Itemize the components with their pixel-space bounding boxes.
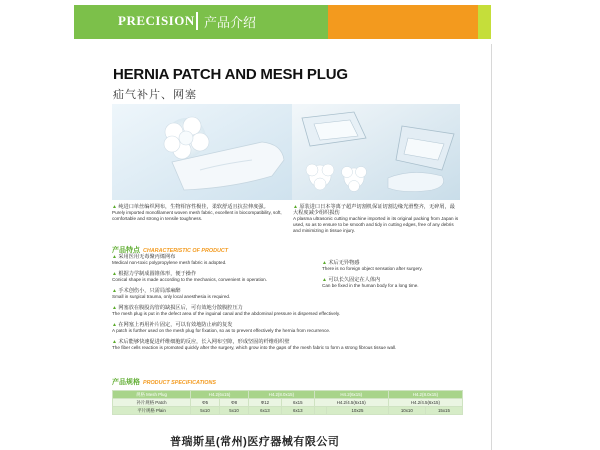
feature-cn: 术后能够快速促进纤维细胞的反应，长入网布空隙，形成坚固的纤维组织壁 [118,339,290,345]
feature-en: Can be fixed in the human body for a long time. [322,283,419,288]
spec-cell: H4.2/4.5(6x15) [314,399,388,407]
feature-en: There is no foreign object sensation after surgery. [322,266,423,271]
feature-item [112,271,267,283]
product-photo-plug-patch [112,104,292,200]
features-heading-en: CHARACTERISTIC OF PRODUCT [143,248,229,254]
feature-cn: 采用医用无毒聚丙烯网布 [118,254,176,260]
caption-cn: 纯进口单丝编织网布，生物相容性极佳，柔软舒适且抗拉伸度强。 [118,204,269,210]
product-photo-packaging [292,104,460,200]
spec-table-row [113,399,463,407]
spec-row-label: 补片规格 Patch [113,399,191,407]
section-title: 产品介绍 [204,15,257,30]
feature-cn: 手术创伤小，只需局部麻醉 [118,288,181,294]
spec-cell: 6x13 [249,407,282,415]
bullet-triangle-icon: ▲ [112,254,119,260]
spec-cell [314,407,326,415]
spec-header-cell: H4.2(8.0x15) [388,391,462,399]
header-orange-band [328,5,478,39]
specs-heading [112,377,216,387]
spec-header-cell: H4.2(6x15) [314,391,388,399]
spec-cell: 10x25 [327,407,389,415]
feature-item [322,260,423,272]
spec-cell: H4.2/4.5(6x15) [388,399,462,407]
spec-cell: 6x15 [281,399,314,407]
product-title-cn: 疝气补片、网塞 [113,89,197,101]
bullet-triangle-icon: ▲ [293,204,300,210]
feature-en: Conical shape is made according to the mechanics, convenient in operation. [112,277,268,282]
page-margin-line [491,44,492,450]
bullet-triangle-icon: ▲ [112,288,119,294]
feature-item [112,339,396,351]
spec-cell: 5x10 [220,407,249,415]
spec-cell: 10x10 [388,407,425,415]
feature-item [112,288,230,300]
spec-cell: Φ5 [191,399,220,407]
bullet-triangle-icon: ▲ [322,260,329,266]
spec-cell: 6x13 [281,407,314,415]
feature-en: The fiber cells reaction is promoted quickly after the surgery, which grow into the gaps of the mesh fabric to form a strong fibrous tissue wall. [112,345,397,350]
feature-item [112,254,226,266]
spec-row-label: 平片规格 Plain [113,407,191,415]
feature-cn: 可以长久固定在人体内 [328,277,381,283]
spec-header-cell: H4.2(8.0x15) [249,391,315,399]
brand-title: PRECISION [118,13,195,28]
header-lime-band [478,5,491,39]
company-name: 普瑞斯星(常州)医疗器械有限公司 [170,436,340,448]
feature-item [322,277,419,289]
bullet-triangle-icon: ▲ [112,305,119,311]
caption-en: Purely imported monofilament woven mesh fabric, excellent in biocompatibility, soft, comfortable and strong in tensile toughness. [112,210,282,221]
feature-en: A patch is further used on the mesh plug for fixation, so as to prevent effectively the hernia from recurrence. [112,328,331,333]
feature-item [112,322,330,334]
bullet-triangle-icon: ▲ [112,204,119,210]
product-title-en: HERNIA PATCH AND MESH PLUG [113,66,348,83]
feature-cn: 根据力学制成圆锥体形，便于操作 [118,271,197,277]
feature-item [112,305,340,317]
spec-table-header [113,391,463,399]
feature-en: The mesh plug is put in the defect area of the inguinal canal and the abdominal pressure is dispersed effectively. [112,311,341,316]
feature-en: Small in surgical trauma, only local anesthesia is required. [112,294,231,299]
bullet-triangle-icon: ▲ [112,271,119,277]
spec-table-row [113,407,463,415]
header-green-band [74,5,328,39]
spec-header-cell: H4.2(6x15) [191,391,249,399]
feature-cn: 网塞放在腹股沟管的缺损区后，可有效地分散腹腔压力 [118,305,243,311]
spec-cell: 5x10 [191,407,220,415]
spec-cell: Φ12 [249,399,282,407]
spec-table [112,390,463,415]
spec-cell: 15x15 [425,407,462,415]
bullet-triangle-icon: ▲ [112,339,119,345]
specs-heading-en: PRODUCT SPECIFICATIONS [143,380,216,386]
caption-en: A plasma ultrasonic cutting machine imported in its original packing from Japan is used, so as to ensure to be smooth and tidy in cutting edges, free of any debris and minimizing in tissue injury. [293,216,459,233]
specs-heading-cn: 产品规格 [112,379,140,386]
bullet-triangle-icon: ▲ [322,277,329,283]
feature-en: Medical non-toxic polypropylene mesh fabric is adopted. [112,260,227,265]
header-divider [196,12,198,30]
features-heading-cn: 产品特点 [112,247,140,254]
caption-cutting-machine [293,204,460,234]
feature-cn: 在网塞上再用补片固定，可以有效地防止病的复发 [118,322,233,328]
spec-header-cell: 规格 Mesh Plug [113,391,191,399]
feature-cn: 术后无异物感 [328,260,360,266]
page-header [0,0,600,44]
caption-cn: 原装进口日本等离子超声切割机保证切割边缘光滑整齐，无碎屑，最大程度减少组织损伤 [293,204,455,216]
bullet-triangle-icon: ▲ [112,322,119,328]
caption-mesh-fabric [112,204,282,222]
spec-cell: Φ8 [220,399,249,407]
